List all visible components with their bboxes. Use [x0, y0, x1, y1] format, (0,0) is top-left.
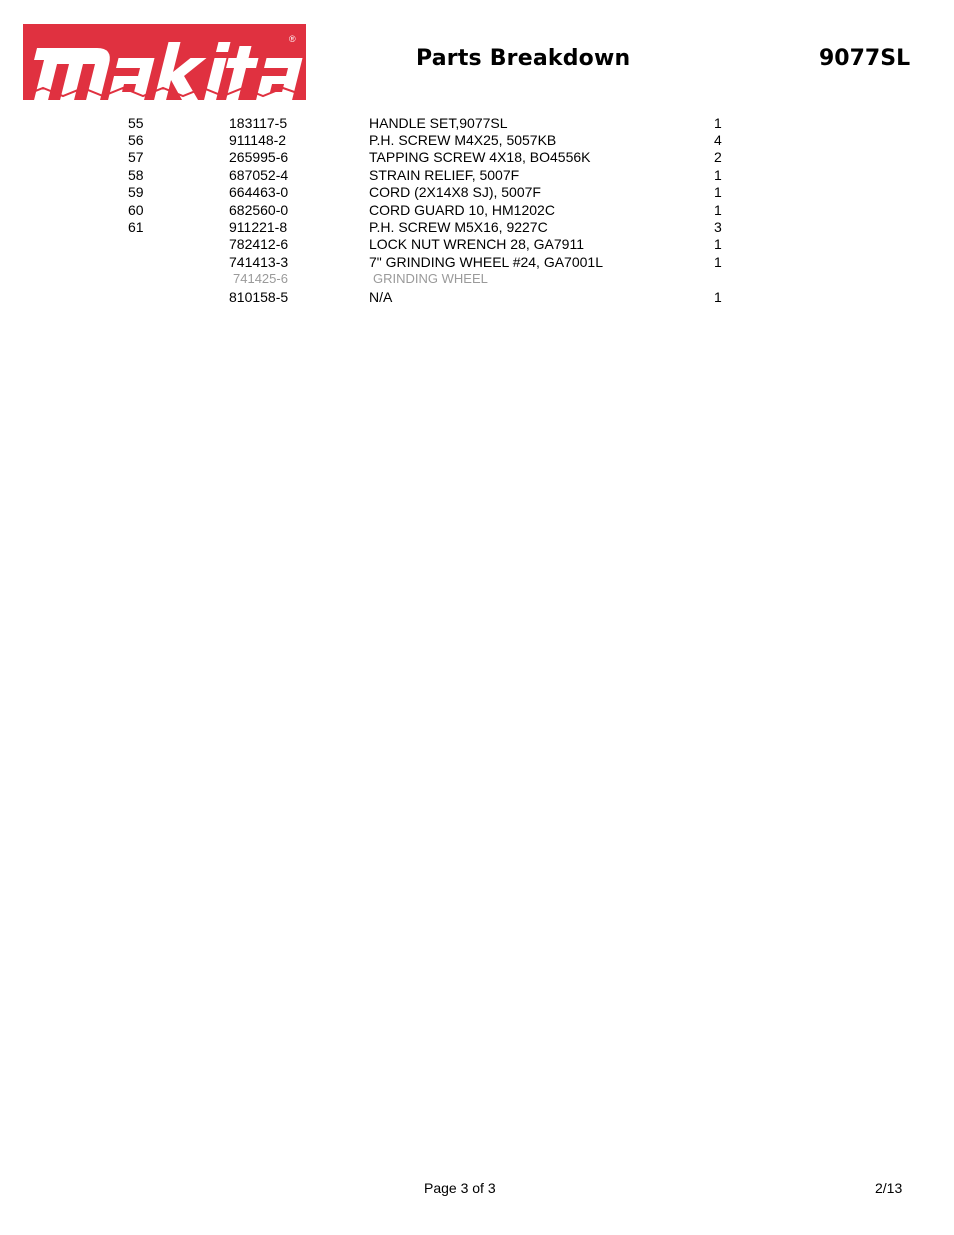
item-number: 60 — [128, 201, 144, 218]
item-number: 56 — [128, 132, 144, 149]
part-description: P.H. SCREW M4X25, 5057KB — [369, 132, 557, 149]
part-quantity: 1 — [714, 254, 722, 271]
part-number: 682560-0 — [229, 201, 289, 218]
part-number: 183117-5 — [229, 115, 288, 131]
parts-row — [0, 287, 954, 306]
part-description: CORD GUARD 10, HM1202C — [369, 201, 555, 218]
part-number: 911221-8 — [229, 218, 288, 235]
part-number: 741413-3 — [229, 254, 289, 271]
part-description: P.H. SCREW M5X16, 9227C — [369, 218, 548, 235]
parts-row — [0, 202, 954, 219]
parts-row — [0, 149, 954, 166]
part-quantity: 1 — [714, 166, 722, 183]
part-number: 810158-5 — [229, 289, 289, 306]
makita-logo — [23, 24, 306, 100]
part-number: 782412-6 — [229, 236, 289, 253]
part-description: CORD (2X14X8 SJ), 5007F — [369, 183, 541, 200]
parts-row — [0, 132, 954, 149]
page-number: Page 3 of 3 — [424, 1180, 496, 1196]
part-number: 265995-6 — [229, 149, 289, 166]
part-quantity: 3 — [714, 218, 722, 235]
part-quantity: 1 — [714, 183, 722, 200]
substitute-part-number: 741425-6 — [233, 271, 288, 287]
item-number: 57 — [128, 149, 144, 166]
parts-row — [0, 184, 954, 202]
parts-row — [0, 219, 954, 236]
part-description: TAPPING SCREW 4X18, BO4556K — [369, 149, 591, 166]
part-description: STRAIN RELIEF, 5007F — [369, 166, 520, 183]
part-number: 687052-4 — [229, 166, 289, 183]
parts-row — [0, 254, 954, 271]
item-number: 61 — [128, 218, 144, 235]
page-title: Parts Breakdown — [416, 46, 631, 71]
substitute-part-description: GRINDING WHEEL — [373, 271, 488, 287]
model-number: 9077SL — [819, 46, 911, 71]
parts-row — [0, 115, 954, 132]
part-quantity: 2 — [714, 149, 722, 166]
item-number: 55 — [128, 115, 144, 131]
revision-date: 2/13 — [875, 1180, 903, 1196]
part-quantity: 1 — [714, 115, 722, 131]
parts-row — [0, 236, 954, 254]
part-quantity: 4 — [714, 132, 722, 149]
item-number: 58 — [128, 166, 144, 183]
part-description: 7" GRINDING WHEEL #24, GA7001L — [369, 254, 603, 271]
part-description: HANDLE SET,9077SL — [369, 115, 508, 131]
part-description: N/A — [369, 289, 393, 306]
part-quantity: 1 — [714, 201, 722, 218]
part-description: LOCK NUT WRENCH 28, GA7911 — [369, 236, 584, 253]
parts-list — [0, 115, 954, 306]
item-number: 59 — [128, 183, 144, 200]
substitute-part-row — [0, 271, 954, 287]
part-quantity: 1 — [714, 236, 722, 253]
svg-text:®: ® — [289, 34, 296, 44]
parts-row — [0, 167, 954, 184]
part-quantity: 1 — [714, 289, 722, 306]
part-number: 664463-0 — [229, 183, 289, 200]
part-number: 911148-2 — [229, 132, 287, 149]
